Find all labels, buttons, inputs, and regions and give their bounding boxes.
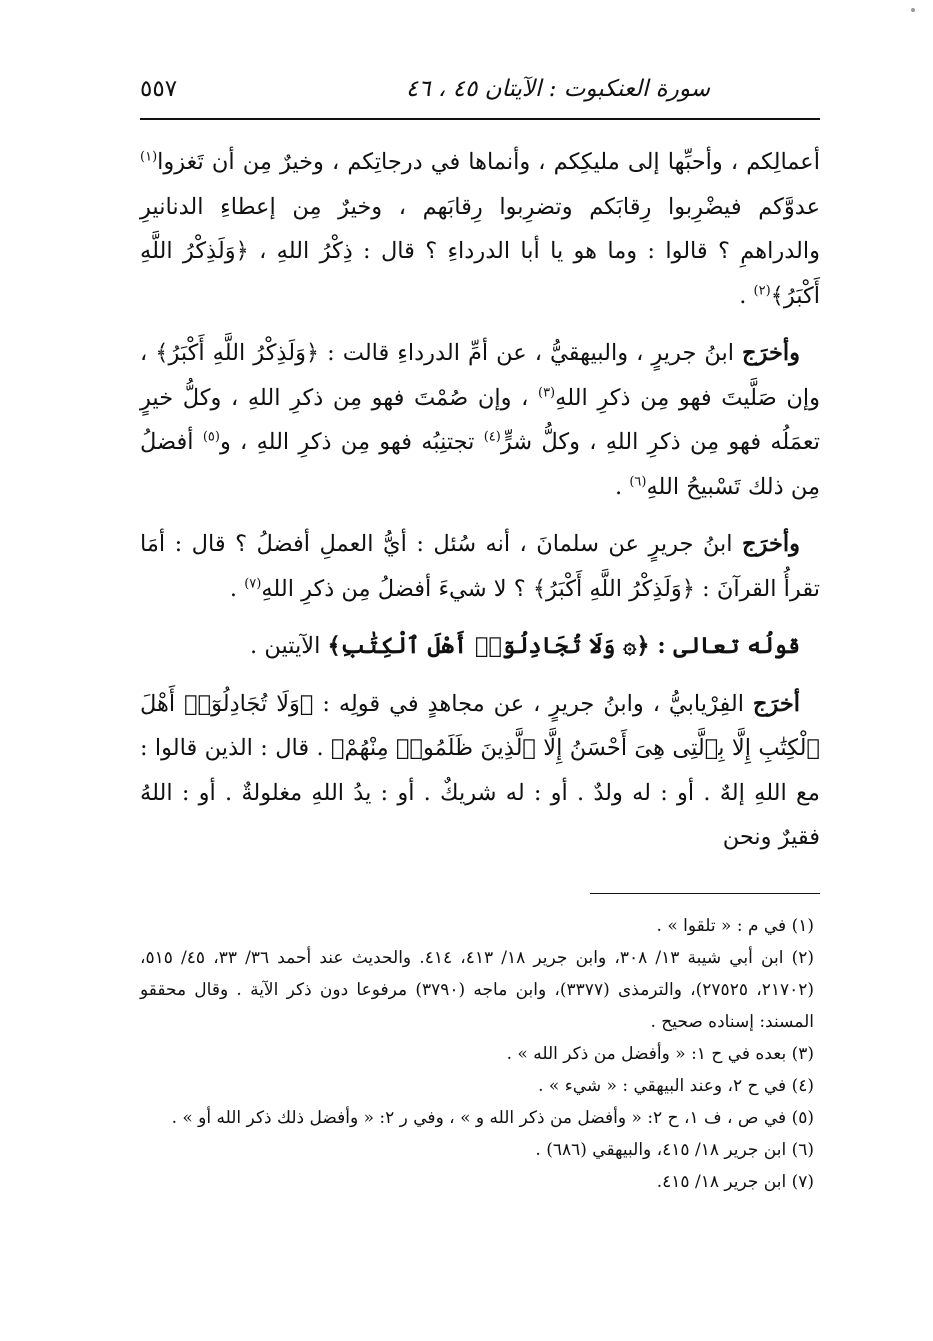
footnote-ref-3: (٣): [537, 385, 556, 400]
footnote-1: (١) في م : « تلقوا » .: [656, 916, 814, 936]
p2-text-2: ، وإن صُمْتَ فهو مِن ذكرِ اللهِ ، وكلُّ خيرٍ تعمَلُه فهو مِن ذكرِ اللهِ ، وكلُّ شرٍّ: [140, 384, 820, 455]
margin-dot: [911, 8, 915, 12]
footnote-2: (٢) ابن أبي شيبة ١٣/ ٣٠٨، وابن جرير ١٨/ ٤١٣، ٤١٤. والحديث عند أحمد ٣٦/ ٣٣، ٤٥/ ٥١٥، (٢١٧٠٢، ٢٧٥٢٥)، والترمذى (٣٣٧٧)، وابن ماجه (٣٧٩٠) مرفوعا دون ذكر الآية . وقال محققو المسند: إسناده صحيح .: [140, 948, 814, 1032]
p2-end: .: [615, 473, 630, 500]
footnote-rule: [590, 893, 820, 894]
p1-line-3: قالوا : وما هو يا أبا الدرداءِ ؟ قال : ذِكْرُ اللهِ ، ﴿وَلَذِكْرُ اللَّهِ أَكْبَرُ﴾: [140, 238, 820, 309]
footnote-6: (٦) ابن جرير ١٨/ ٤١٥، والبيهقي (٦٨٦) .: [535, 1140, 814, 1160]
paragraph-5: [140, 682, 820, 860]
section-heading: [140, 624, 820, 669]
footnote-4: (٤) في ح ٢، وعند البيهقي : « شيء » .: [538, 1076, 814, 1096]
footnote-7: (٧) ابن جرير ١٨/ ٤١٥.: [656, 1172, 814, 1192]
page-header: [140, 68, 820, 114]
footnote-ref-7: (٧): [244, 576, 262, 591]
footnote-ref-2: (٢): [753, 283, 771, 298]
verse-heading-suffix: الآيتين .: [250, 633, 328, 659]
p2-text-3: تجتنِبُه فهو مِن ذكرِ اللهِ ، و: [219, 429, 484, 455]
footnote-ref-4: (٤): [483, 429, 501, 445]
p2-text-1: ابنُ جريرٍ ، والبيهقيُّ ، عن أمِّ الدرداءِ قالت : ﴿وَلَذِكْرُ اللَّهِ أَكْبَرُ﴾ ، وإن صَلَّيتَ فهو مِن ذكرِ اللهِ: [140, 340, 820, 411]
footnote-5: (٥) في ص ، ف ١، ح ٢: « وأفضل من ذكر الله و » ، وفي ر ٢: « وأفضل ذلك ذكر الله أو » .: [171, 1108, 814, 1128]
p2-lead: وأخرَج: [742, 340, 800, 366]
header-rule: [140, 118, 820, 120]
p2-text-4: أفضلُ مِن ذلك تَسْبيحُ اللهِ: [140, 429, 820, 500]
p1-end: .: [739, 282, 754, 309]
footnote-ref-6: (٦): [629, 474, 647, 489]
p3-text: ابنُ جريرٍ عن سلمانَ ، أنه سُئل : أيُّ العملِ أفضلُ ؟ قال : أمَا تقرأُ القرآنَ : ﴿وَلَذِكْرُ اللَّهِ أَكْبَرُ﴾ ؟ لا شيءَ أفضلُ مِن ذكرِ اللهِ: [140, 531, 820, 602]
p5-lead: أخرَج: [752, 690, 800, 717]
footnote-ref-1: (١): [140, 149, 158, 165]
footnote-3: (٣) بعده في ح ١: « وأفضل من ذكر الله » .: [506, 1044, 814, 1064]
paragraph-1: [140, 140, 820, 318]
page-number: ٥٥٧: [140, 76, 178, 102]
verse-heading: قولُه تعالى : ﴿۞ وَلَا تُجَادِلُوٓا۟ أَهْلَ ٱلْكِتَٰبِ﴾: [327, 633, 800, 659]
p3-lead: وأخرَج: [742, 531, 800, 557]
running-title: سورة العنكبوت : الآيتان ٤٥ ، ٤٦: [405, 76, 710, 102]
p3-end: .: [229, 575, 245, 602]
paragraph-2: [140, 331, 820, 509]
p1-line-1: أعمالِكم ، وأحبِّها إلى مليكِكم ، وأنماها في درجاتِكم ، وخيرٌ مِن أن تَغزوا: [157, 149, 820, 175]
footnote-ref-5: (٥): [202, 429, 220, 445]
p1-line-2: عدوَّكم فيضْرِبوا رِقابَكم وتضرِبوا رِقابَهم ، وخيرٌ مِن إعطاءِ الدنانيرِ والدراهمِ ؟: [140, 193, 820, 264]
p5-text: الفِرْيابيُّ ، وابنُ جريرٍ ، عن مجاهدٍ في قولِه : ﴿وَلَا تُجَادِلُوٓا۟ أَهْلَ ٱلْكِتَٰبِ إِلَّا بِٱلَّتِى هِىَ أَحْسَنُ إِلَّا ٱلَّذِينَ ظَلَمُوا۟ مِنْهُمْ﴾ . قال : الذين قالوا : مع اللهِ إلهٌ . أو : له ولدٌ . أو : له شريكٌ . أو : يدُ اللهِ مغلولةٌ . أو : اللهُ فقيرٌ ونحن: [140, 690, 820, 850]
footnotes: [140, 910, 820, 1198]
main-text: [140, 140, 820, 873]
paragraph-3: [140, 522, 820, 611]
